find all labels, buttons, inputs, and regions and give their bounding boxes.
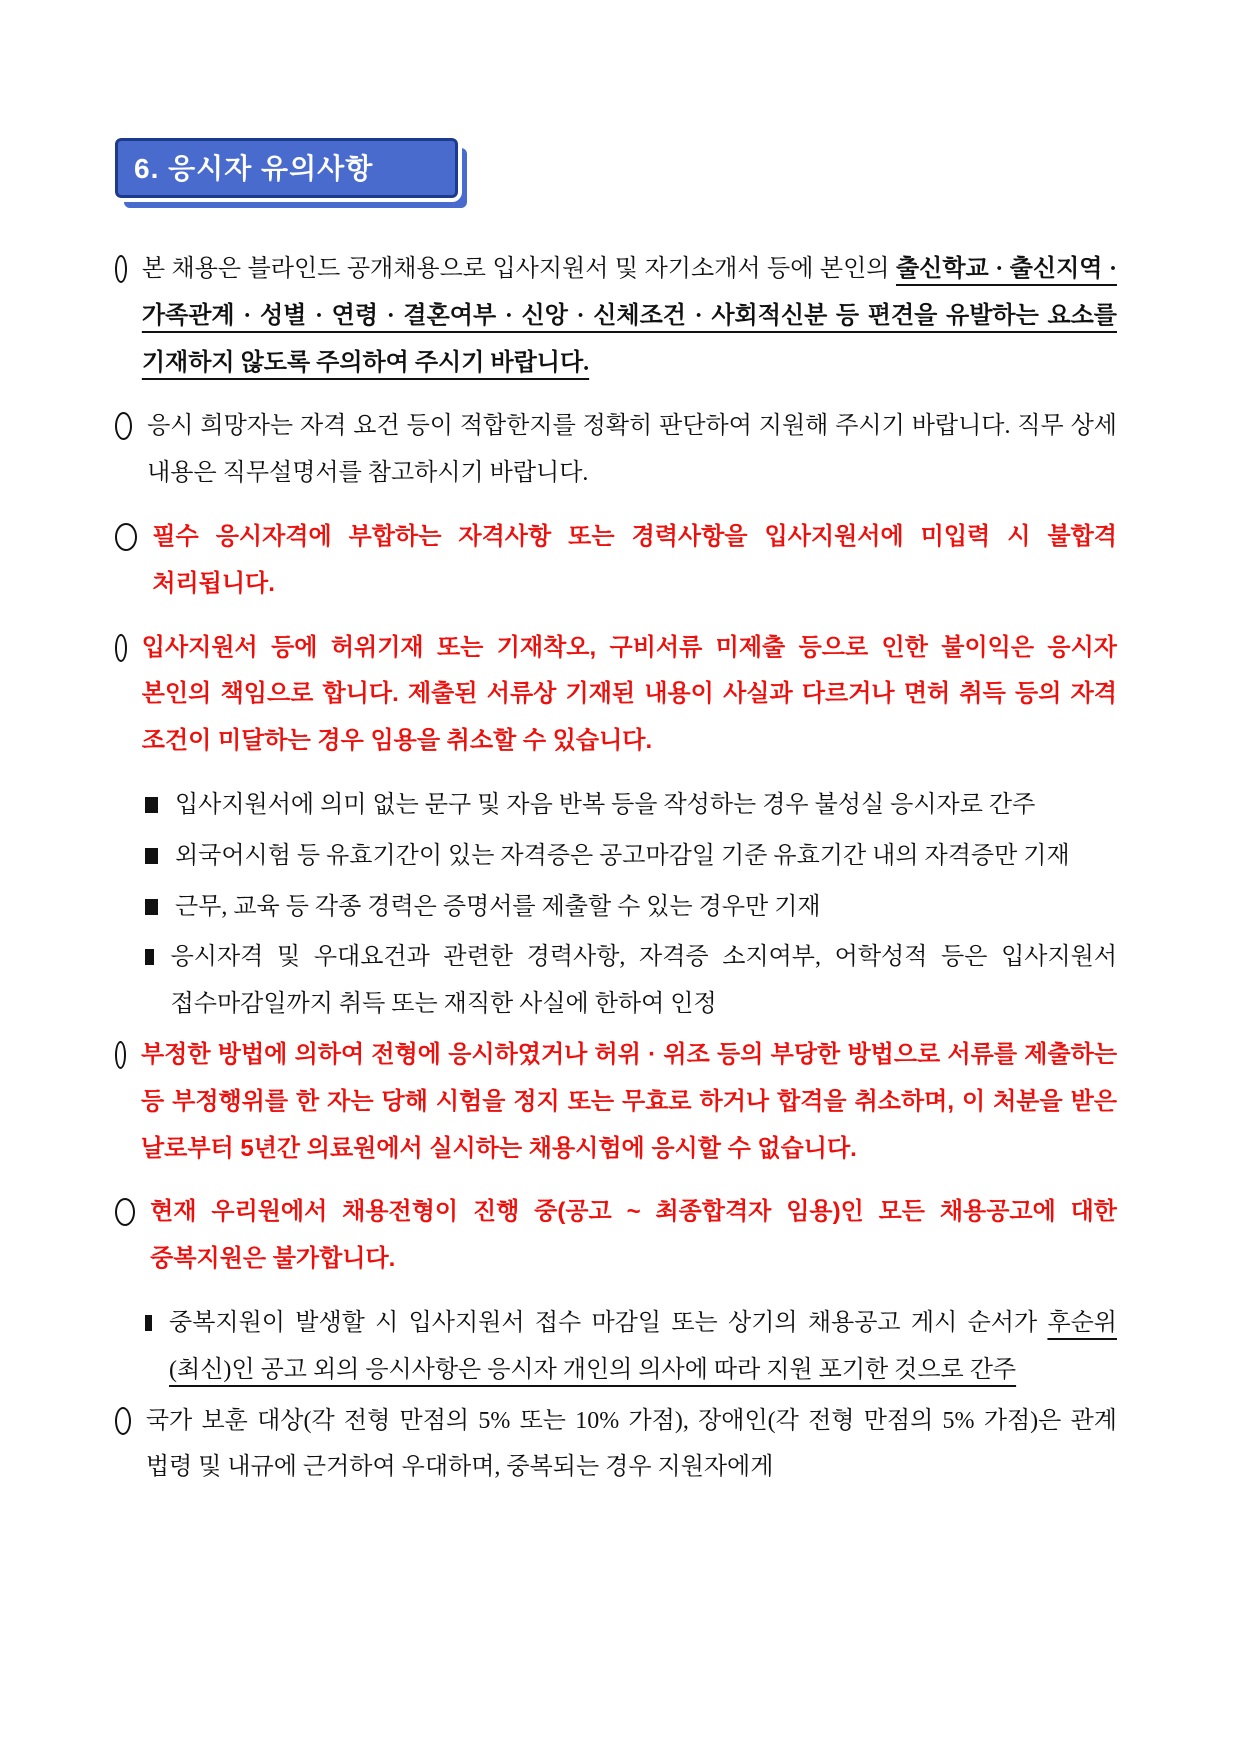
circle-bullet-icon bbox=[115, 255, 127, 283]
text-run: 근무, 교육 등 각종 경력은 증명서를 제출할 수 있는 경우만 기재 bbox=[175, 893, 821, 920]
list-item bbox=[115, 1032, 1117, 1172]
text-run: 입사지원서에 의미 없는 문구 및 자음 반복 등을 작성하는 경우 불성실 응시자로 간주 bbox=[175, 791, 1036, 818]
list-item bbox=[115, 782, 1117, 829]
list-item bbox=[115, 1398, 1117, 1492]
list-item bbox=[115, 246, 1117, 386]
circle-bullet-icon bbox=[115, 523, 137, 551]
item-text bbox=[169, 1300, 1117, 1394]
section-title: 6. 응시자 유의사항 bbox=[134, 153, 374, 184]
item-text bbox=[175, 833, 1117, 880]
square-bullet-icon bbox=[145, 1315, 152, 1331]
list-item bbox=[115, 833, 1117, 880]
list-item bbox=[115, 625, 1117, 765]
text-run: 외국어시험 등 유효기간이 있는 자격증은 공고마감일 기준 유효기간 내의 자격증만 기재 bbox=[175, 842, 1070, 869]
item-text bbox=[146, 1398, 1117, 1492]
text-run: 후순위(최신)인 공고 외의 응시사항은 응시자 개인의 의사에 따라 지원 포기한 것으로 간주 bbox=[169, 1309, 1117, 1383]
square-bullet-icon bbox=[145, 848, 158, 864]
item-text bbox=[142, 625, 1117, 765]
list-item bbox=[115, 514, 1117, 608]
circle-bullet-icon bbox=[115, 1198, 135, 1226]
text-run: 응시자격 및 우대요건과 관련한 경력사항, 자격증 소지여부, 어학성적 등은 입사지원서 접수마감일까지 취득 또는 재직한 사실에 한하여 인정 bbox=[170, 944, 1117, 1018]
text-run: 부정한 방법에 의하여 전형에 응시하였거나 허위 · 위조 등의 부당한 방법으로 서류를 제출하는 등 부정행위를 한 자는 당해 시험을 정지 또는 무효로 하거나 합격을 취소하며, 이 처분을 받은 날로부터 5년간 의료원에서 실시하는 채용시험에 응시할 수 없습니다. bbox=[140, 1040, 1117, 1162]
text-run: 국가 보훈 대상(각 전형 만점의 5% 또는 10% 가점), 장애인(각 전형 만점의 5% 가점)은 관계 법령 및 내규에 근거하여 우대하며, 중복되는 경우 지원자에게 bbox=[145, 1407, 1117, 1481]
item-text bbox=[147, 403, 1117, 497]
text-run: 중복지원이 발생할 시 입사지원서 접수 마감일 또는 상기의 채용공고 게시 순서가 bbox=[169, 1309, 1048, 1336]
item-text bbox=[171, 934, 1117, 1028]
list-item bbox=[115, 1189, 1117, 1283]
square-bullet-icon bbox=[145, 949, 154, 965]
text-run: 현재 우리원에서 채용전형이 진행 중(공고 ~ 최종합격자 임용)인 모든 채용공고에 대한 중복지원은 불가합니다. bbox=[150, 1198, 1117, 1273]
circle-bullet-icon bbox=[115, 634, 127, 662]
square-bullet-icon bbox=[145, 797, 158, 813]
item-text bbox=[152, 514, 1117, 608]
circle-bullet-icon bbox=[115, 1407, 131, 1435]
square-bullet-icon bbox=[145, 899, 158, 915]
text-run: 필수 응시자격에 부합하는 자격사항 또는 경력사항을 입사지원서에 미입력 시 불합격 처리됩니다. bbox=[152, 522, 1117, 597]
item-text bbox=[175, 782, 1117, 829]
text-run: 응시 희망자는 자격 요건 등이 적합한지를 정확히 판단하여 지원해 주시기 바랍니다. 직무 상세 내용은 직무설명서를 참고하시기 바랍니다. bbox=[147, 413, 1117, 487]
item-text bbox=[141, 1032, 1117, 1172]
item-text bbox=[150, 1189, 1117, 1283]
notice-list bbox=[115, 246, 1117, 1491]
item-text bbox=[175, 884, 1117, 931]
text-run: 입사지원서 등에 허위기재 또는 기재착오, 구비서류 미제출 등으로 인한 불이익은 응시자 본인의 책임으로 합니다. 제출된 서류상 기재된 내용이 사실과 다르거나 면허 취득 등의 자격 조건이 미달하는 경우 임용을 취소할 수 있습니다. bbox=[141, 633, 1117, 755]
section-title-box bbox=[115, 138, 458, 198]
text-run: 출신학교 · 출신지역 · 가족관계 · 성별 · 연령 · 결혼여부 · 신앙 · 신체조건 · 사회적신분 등 편견을 유발하는 요소를 기재하지 않도록 주의하여 주시기 바랍니다. bbox=[141, 256, 1117, 376]
item-text bbox=[142, 246, 1117, 386]
list-item bbox=[115, 1300, 1117, 1394]
list-item bbox=[115, 934, 1117, 1028]
circle-bullet-icon bbox=[115, 1041, 126, 1069]
list-item bbox=[115, 403, 1117, 497]
title-box bbox=[115, 138, 458, 198]
list-item bbox=[115, 884, 1117, 931]
text-run: 본 채용은 블라인드 공개채용으로 입사지원서 및 자기소개서 등에 본인의 bbox=[141, 256, 896, 282]
circle-bullet-icon bbox=[115, 412, 132, 440]
